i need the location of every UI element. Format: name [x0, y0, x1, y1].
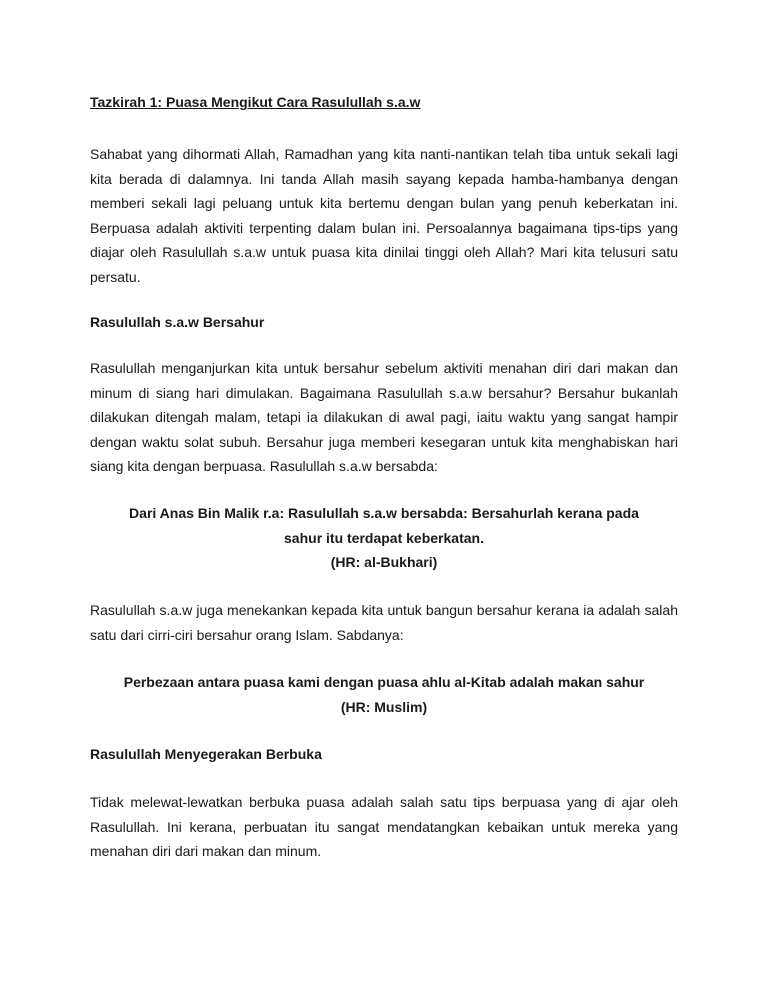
hadith-quote-muslim [90, 670, 678, 719]
intro-paragraph: Sahabat yang dihormati Allah, Ramadhan yang kita nanti-nantikan telah tiba untuk sekali lagi kita berada di dalamnya. Ini tanda Allah masih sayang kepada hamba-hambanya dengan memberi sekali lagi peluang untuk kita bertemu dengan bulan yang penuh keberkatan ini. Berpuasa adalah aktiviti terpenting dalam bulan ini. Persoalannya bagaimana tips-tips yang diajar oleh Rasulullah s.a.w untuk puasa kita dinilai tinggi oleh Allah? Mari kita telusuri satu persatu. [90, 146, 678, 285]
document-title: Tazkirah 1: Puasa Mengikut Cara Rasulullah s.a.w [90, 94, 421, 110]
hadith-source: (HR: Muslim) [340, 698, 428, 715]
hadith-text-line: Perbezaan antara puasa kami dengan puasa ahlu al-Kitab adalah makan sahur [123, 674, 645, 690]
hadith-quote-bukhari [90, 501, 678, 575]
sahur-importance-paragraph: Rasulullah s.a.w juga menekankan kepada kita untuk bangun bersahur kerana ia adalah salah satu dari cirri-ciri bersahur orang Islam. Sabdanya: [90, 602, 678, 643]
section-heading-berbuka: Rasulullah Menyegerakan Berbuka [90, 746, 322, 762]
bersahur-paragraph: Rasulullah menganjurkan kita untuk bersahur sebelum aktiviti menahan diri dari makan dan minum di siang hari dimulakan. Bagaimana Rasulullah s.a.w bersahur? Bersahur bukanlah dilakukan ditengah malam, tetapi ia dilakukan di awal pagi, iaitu waktu yang sangat hampir dengan waktu solat subuh. Bersahur juga memberi kesegaran untuk kita menghabiskan hari siang kita dengan berpuasa. Rasulullah s.a.w bersabda: [90, 360, 678, 474]
hadith-source: (HR: al-Bukhari) [330, 554, 438, 570]
berbuka-paragraph: Tidak melewat-lewatkan berbuka puasa adalah salah satu tips berpuasa yang di ajar oleh Rasulullah. Ini kerana, perbuatan itu sangat mendatangkan kebaikan untuk mereka yang menahan diri dari makan dan minum. [90, 794, 678, 859]
section-heading-bersahur: Rasulullah s.a.w Bersahur [90, 314, 265, 330]
hadith-text-line: sahur itu terdapat keberkatan. [284, 529, 484, 546]
hadith-text-line: Dari Anas Bin Malik r.a: Rasulullah s.a.w bersabda: Bersahurlah kerana pada [129, 505, 639, 521]
